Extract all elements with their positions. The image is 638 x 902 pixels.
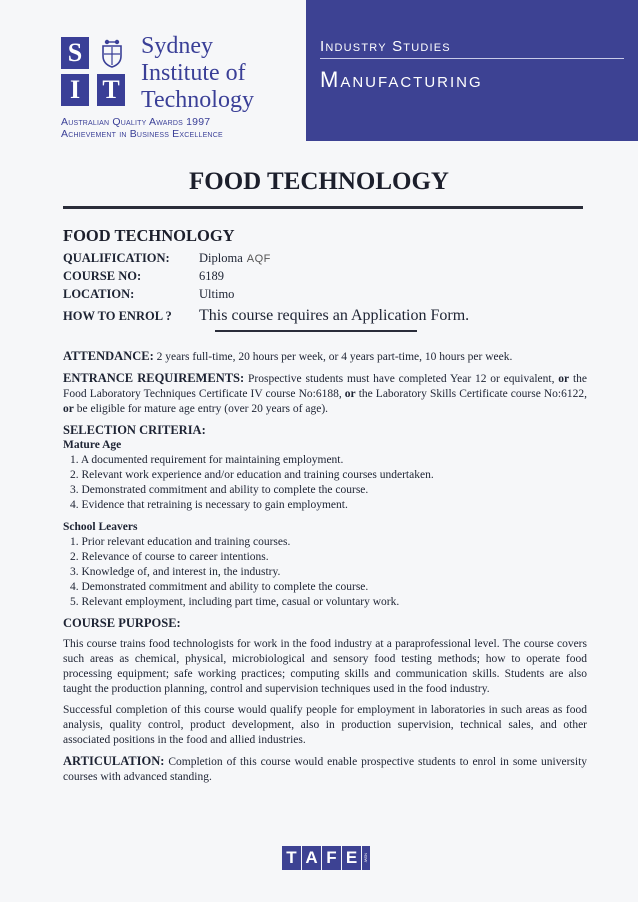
course-purpose-paragraph-1: This course trains food technologists for work in the food industry at a paraprofessional level. The course covers such areas as chemical, physical, microbiological and sensory food testing methods; how to operate food processing equipment; safe working practices; computing skills and communication skills. Students are also taught the production planning, control and supervision techniques used in the food industry. xyxy=(63,638,587,695)
award-text xyxy=(61,116,223,140)
logo-letter-t: T xyxy=(97,74,125,106)
articulation-paragraph xyxy=(63,754,587,785)
list-item: 2. Relevant work experience and/or education and training courses undertaken. xyxy=(70,469,434,481)
logo-letter-i: I xyxy=(61,74,89,106)
course-body xyxy=(63,349,587,791)
school-leavers-heading: School Leavers xyxy=(63,521,138,533)
enrol-label: HOW TO ENROL ? xyxy=(63,309,172,323)
header-band xyxy=(306,0,638,141)
list-item: 4. Demonstrated commitment and ability to complete the course. xyxy=(70,581,369,593)
selection-heading: SELECTION CRITERIA: xyxy=(63,423,206,437)
school-leavers-list xyxy=(70,535,587,610)
award-line-2: Achievement in Business Excellence xyxy=(61,128,223,140)
info-row-enrol xyxy=(63,307,469,325)
header-divider xyxy=(320,58,624,59)
logo-name-technology: Technology xyxy=(141,87,254,113)
list-item: 3. Demonstrated commitment and ability to complete the course. xyxy=(70,484,369,496)
location-label: LOCATION: xyxy=(63,287,135,301)
logo-name-institute: Institute of xyxy=(141,60,246,86)
logo-letter-s: S xyxy=(61,37,89,69)
tafe-letter-f: F xyxy=(322,846,341,870)
info-row-course-no xyxy=(63,269,469,287)
course-no-value: 6189 xyxy=(199,269,224,283)
course-no-label: COURSE NO: xyxy=(63,269,142,283)
course-purpose-paragraph-2: Successful completion of this course would qualify people for employment in laboratories in such areas as food analysis, quality control, product development, also in production supervision, technical sales, and other associated positions in the food and allied industries. xyxy=(63,704,587,746)
entrance-text-d: be eligible for mature age entry (over 20 years of age). xyxy=(76,403,329,415)
list-item: 1. A documented requirement for maintaining employment. xyxy=(70,454,344,466)
articulation-label: ARTICULATION: xyxy=(63,754,165,768)
entrance-or-2: or xyxy=(344,388,356,400)
entrance-label: ENTRANCE REQUIREMENTS: xyxy=(63,371,245,385)
info-row-qualification xyxy=(63,251,469,269)
list-item: 5. Relevant employment, including part time, casual or voluntary work. xyxy=(70,596,400,608)
entrance-text-b: the Food Laboratory Techniques Certificate IV course No:6188, xyxy=(63,373,588,400)
crest-icon xyxy=(97,37,127,69)
mature-age-heading: Mature Age xyxy=(63,439,122,451)
attendance-text: 2 years full-time, 20 hours per week, or 4 years part-time, 10 hours per week. xyxy=(156,351,513,363)
list-item: 4. Evidence that retraining is necessary to gain employment. xyxy=(70,499,348,511)
enrol-value: This course requires an Application Form. xyxy=(199,307,470,324)
mature-age-list xyxy=(70,453,587,513)
info-row-location xyxy=(63,287,469,305)
entrance-text-c: the Laboratory Skills Certificate course No:6122, xyxy=(358,388,588,400)
logo-name-sydney: Sydney xyxy=(141,33,213,59)
course-purpose-heading: COURSE PURPOSE: xyxy=(63,616,181,630)
entrance-or-1: or xyxy=(558,373,570,385)
tafe-letter-a: A xyxy=(302,846,321,870)
articulation-text: Completion of this course would enable prospective students to enrol in some university courses with advanced standing. xyxy=(63,756,588,783)
title-divider xyxy=(63,206,583,209)
list-item: 2. Relevance of course to career intentions. xyxy=(70,551,269,563)
header-industry-studies: Industry Studies xyxy=(320,38,451,55)
list-item: 3. Knowledge of, and interest in, the industry. xyxy=(70,566,281,578)
tafe-letter-t: T xyxy=(282,846,301,870)
qualification-text: Diploma xyxy=(199,251,243,265)
award-line-1: Australian Quality Awards 1997 xyxy=(61,116,211,128)
page-title: FOOD TECHNOLOGY xyxy=(189,168,449,195)
info-divider xyxy=(215,330,417,332)
header-manufacturing: Manufacturing xyxy=(320,67,483,92)
entrance-paragraph xyxy=(63,371,587,417)
attendance-label: ATTENDANCE: xyxy=(63,349,154,363)
qualification-value xyxy=(199,251,271,266)
course-info xyxy=(63,251,469,325)
aqf-mark: AQF xyxy=(246,253,271,265)
entrance-text-a: Prospective students must have completed Year 12 or equivalent, xyxy=(248,373,555,385)
course-title: FOOD TECHNOLOGY xyxy=(63,226,235,245)
qualification-label: QUALIFICATION: xyxy=(63,251,170,265)
tafe-nsw-tag: NSW xyxy=(362,846,370,870)
attendance-paragraph xyxy=(63,349,587,365)
location-value: Ultimo xyxy=(199,287,235,301)
tafe-logo xyxy=(282,846,370,870)
tafe-letter-e: E xyxy=(342,846,361,870)
list-item: 1. Prior relevant education and training courses. xyxy=(70,536,291,548)
entrance-or-3: or xyxy=(63,403,74,415)
